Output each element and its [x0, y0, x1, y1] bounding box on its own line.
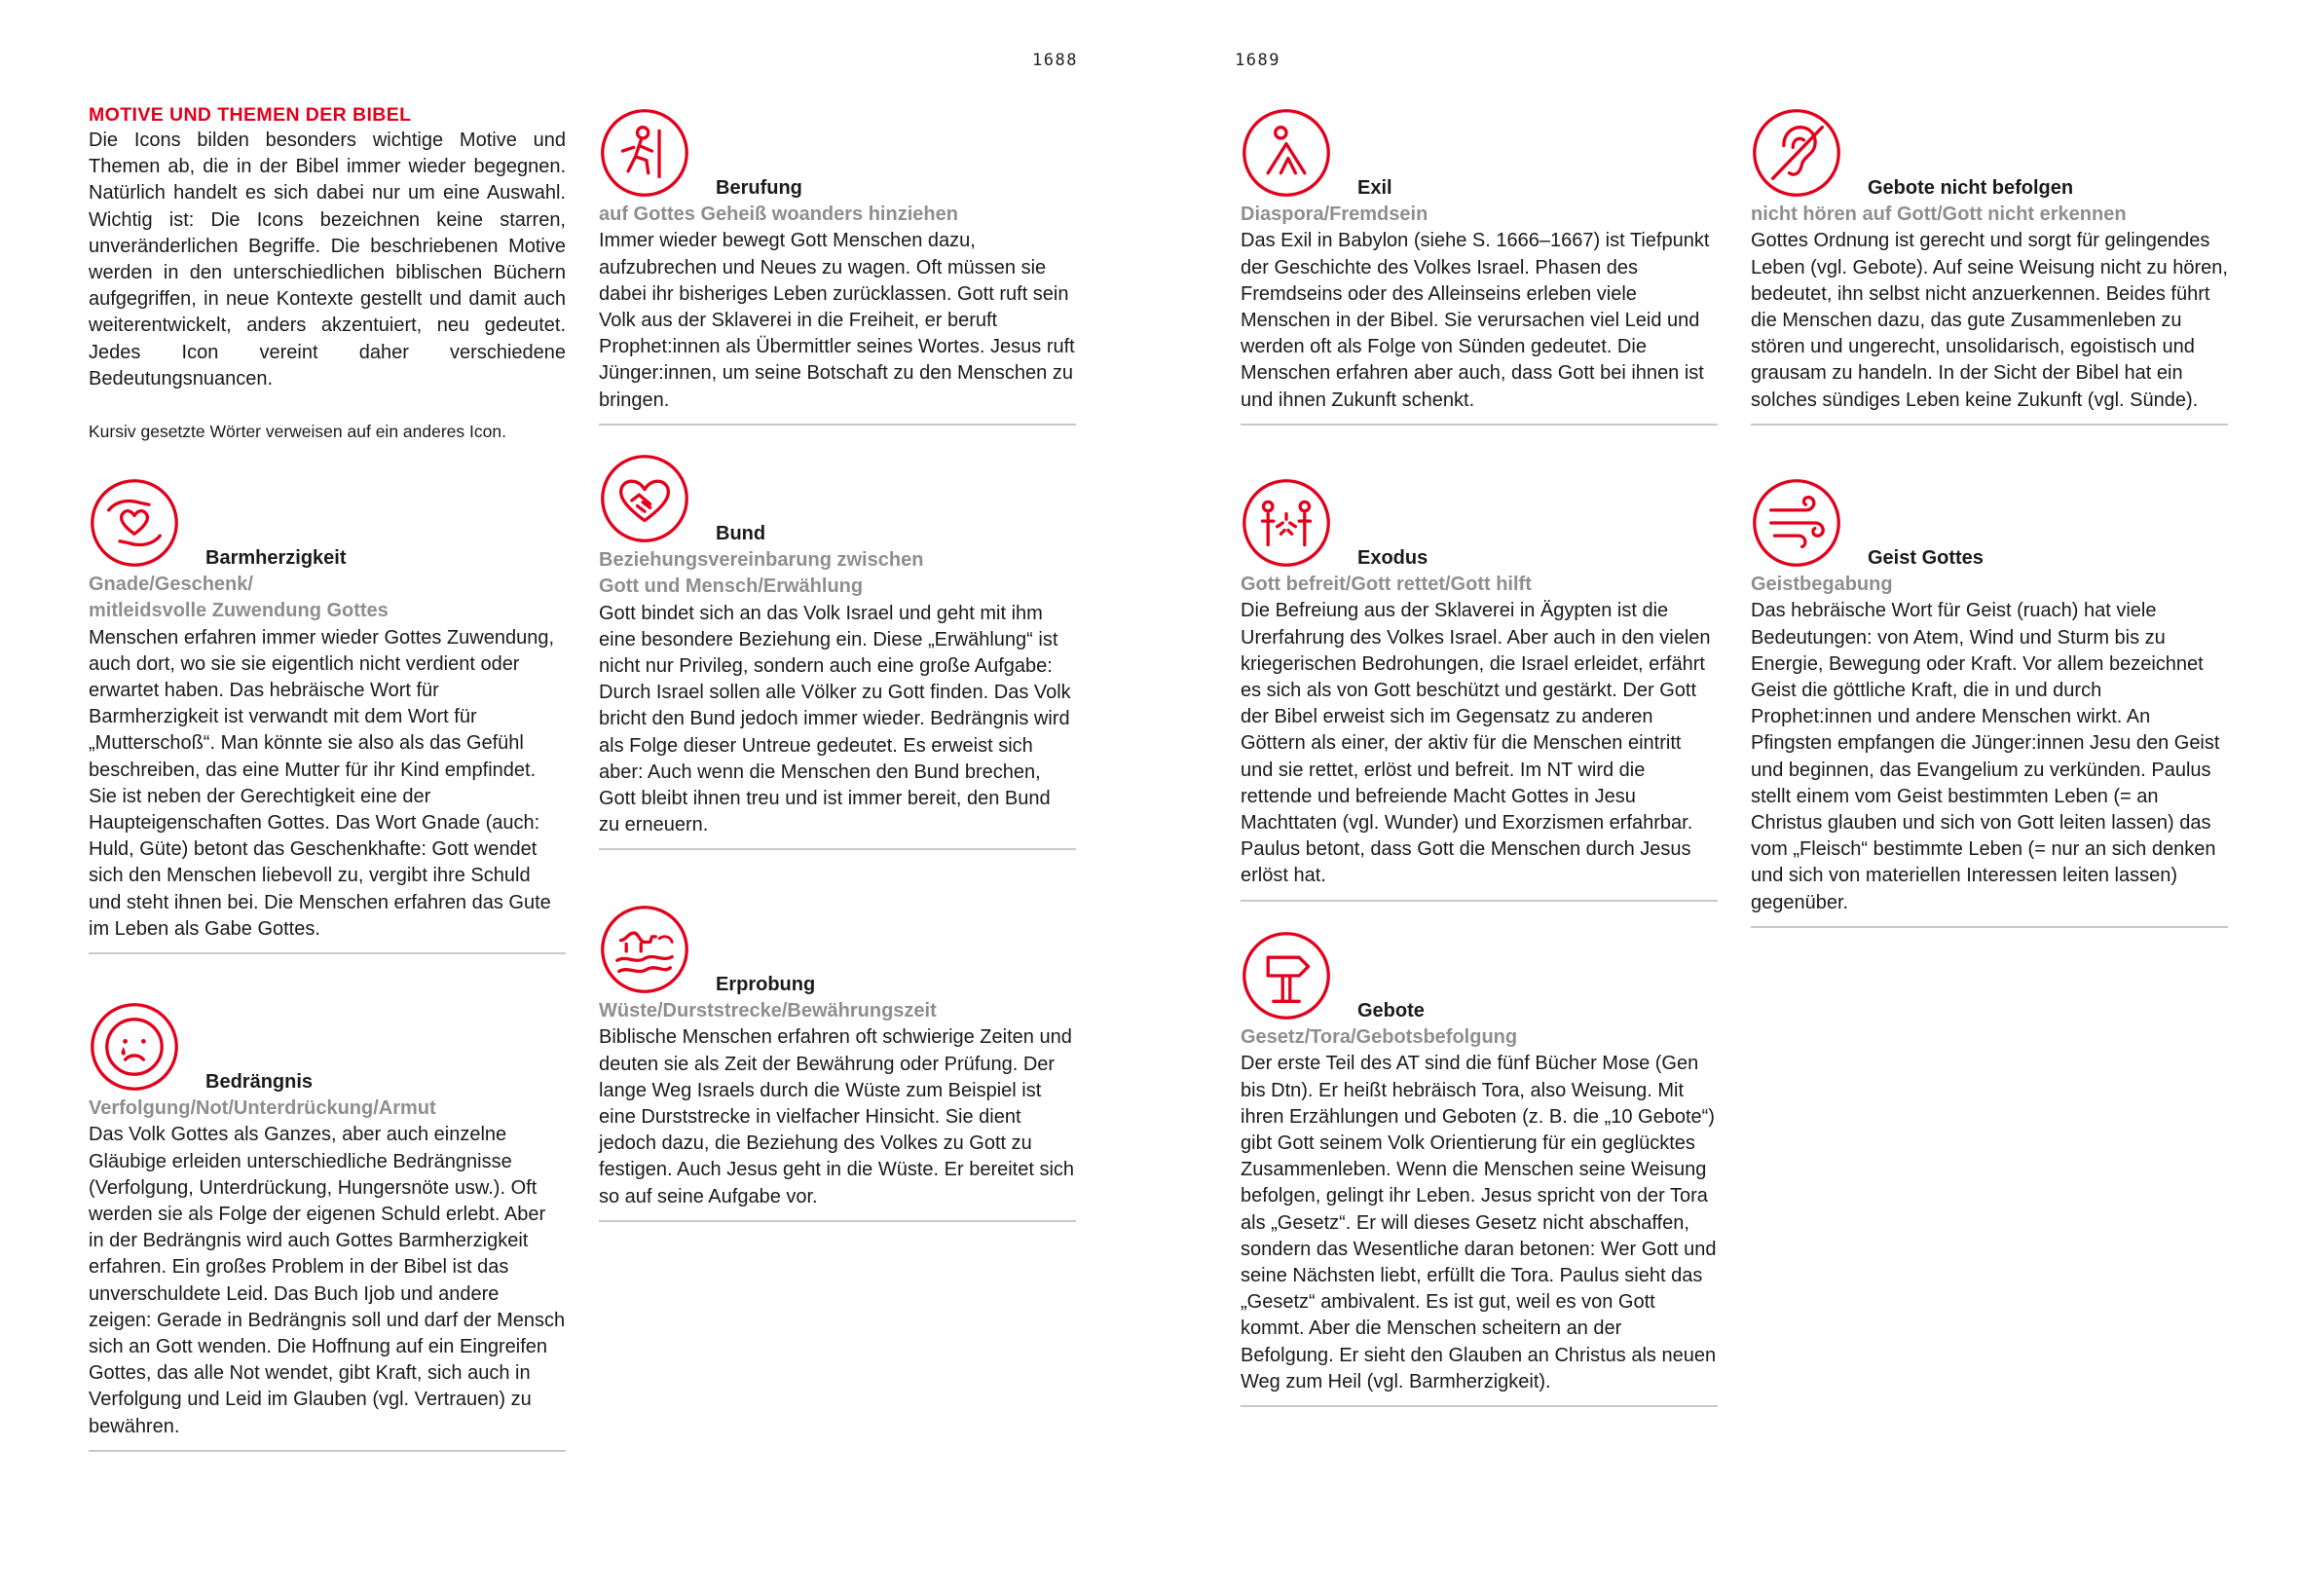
entry-title: Exil	[1357, 177, 1392, 199]
entry-subtitle: mitleidsvolle Zuwendung Gottes	[89, 600, 389, 622]
page-number-left: 1688	[1032, 51, 1078, 70]
entry-berufung	[599, 107, 1076, 426]
entry-gebote	[1241, 930, 1718, 1407]
entry-exodus	[1241, 477, 1718, 902]
entry-gebote-nicht-befolgen	[1751, 107, 2228, 426]
entry-exil	[1241, 107, 1718, 426]
entry-barmherzigkeit	[89, 477, 566, 954]
entry-subtitle: Geistbegabung	[1751, 574, 1893, 596]
entry-subtitle: Wüste/Durststrecke/Bewährungszeit	[599, 1000, 937, 1022]
entry-text: Das Exil in Babylon (siehe S. 1666–1667) ist Tiefpunkt der Geschichte des Volkes Israel. Phasen des Fremdseins oder des Alleinseins erleben viele Menschen in der Bibel. Sie verursachen viel Leid und werden oft als Folge von Sünden gedeutet. Die Menschen erfahren aber auch, dass Gott bei ihnen ist und ihnen Zukunft schenkt.	[1241, 230, 1710, 411]
intro-heading: MOTIVE UND THEMEN DER BIBEL	[89, 104, 412, 126]
entry-text: Biblische Menschen erfahren oft schwierige Zeiten und deuten sie als Zeit der Bewährung oder Prüfung. Der lange Weg Israels durch die Wüste zum Beispiel ist eine Durststrecke in vielfacher Hinsicht. Sie dient jedoch dazu, die Beziehung des Volkes zu Gott zu festigen. Auch Jesus geht in die Wüste. Er bereitet sich so auf seine Aufgabe vor.	[599, 1026, 1075, 1207]
entry-erprobung	[599, 904, 1076, 1222]
entry-title: Gebote	[1357, 1000, 1425, 1021]
entry-title: Erprobung	[716, 974, 816, 995]
entry-text: Die Befreiung aus der Sklaverei in Ägypten ist die Urerfahrung des Volkes Israel. Aber auch in den vielen kriegerischen Bedrohungen, die Israel erleidet, erfährt es sich als von Gott beschützt und gestärkt. Der Gott der Bibel erweist sich im Gegensatz zu anderen Göttern als einer, der aktiv für die Menschen eintritt und sie rettet, erlöst und befreit. Im NT wird die rettende und befreiende Macht Gottes in Jesu Machttaten (vgl. Wunder) und Exorzismen erfahrbar. Paulus betont, dass Gott die Menschen durch Jesus erlöst hat.	[1241, 600, 1711, 887]
entry-subtitle: nicht hören auf Gott/Gott nicht erkennen	[1751, 204, 2127, 226]
entry-text: Gottes Ordnung ist gerecht und sorgt für gelingendes Leben (vgl. Gebote). Auf seine Weisung nicht zu hören, bedeutet, ihn selbst nicht anzuerkennen. Beides führt die Menschen dazu, das gute Zusammenleben zu stören und ungerecht, unsolidarisch, egoistisch und grausam zu handeln. In der Sicht der Bibel hat ein solches sündiges Leben keine Zukunft (vgl. Sünde).	[1751, 230, 2228, 411]
entry-title: Bund	[716, 523, 766, 544]
entry-title: Exodus	[1357, 547, 1428, 569]
entry-title: Gebote nicht befolgen	[1868, 177, 2074, 199]
entry-text: Das Volk Gottes als Ganzes, aber auch einzelne Gläubige erleiden unterschiedliche Bedrängnisse (Verfolgung, Unterdrückung, Hungersnöte usw.). Oft werden sie als Folge der eigenen Schuld erlebt. Aber in der Bedrängnis wird auch Gottes Barmherzigkeit erfahren. Ein großes Problem in der Bibel ist das unverschuldete Leid. Das Buch Ijob und andere zeigen: Gerade in Bedrängnis soll und darf der Mensch sich an Gott wenden. Die Hoffnung auf ein Eingreifen Gottes, das alle Not wendet, gibt Kraft, sich auch in Verfolgung und Leid im Glauben (vgl. Vertrauen) zu bewähren.	[89, 1124, 566, 1437]
entry-subtitle: Gott und Mensch/Erwählung	[599, 575, 864, 598]
entry-subtitle: Gott befreit/Gott rettet/Gott hilft	[1241, 574, 1532, 596]
intro-text: Die Icons bilden besonders wichtige Motive und Themen ab, die in der Bibel immer wieder begegnen. Natürlich handelt es sich dabei nur um eine Auswahl. Wichtig ist: Die Icons bezeichnen keine starren, unveränderlichen Begriffe. Die beschriebenen Motive werden in den unterschiedlichen biblischen Büchern aufgegriffen, in neue Kontexte gestellt und damit auch weiterentwickelt, anders akzentuiert, neu gedeutet. Jedes Icon vereint daher verschiedene Bedeutungsnuancen.	[89, 130, 566, 390]
entry-geist-gottes	[1751, 477, 2228, 928]
entry-text: Immer wieder bewegt Gott Menschen dazu, aufzubrechen und Neues zu wagen. Oft müssen sie dabei ihr bisheriges Leben zurücklassen. Gott ruft sein Volk aus der Sklaverei in die Freiheit, er beruft Prophet:innen als Übermittler seines Wortes. Jesus ruft Jünger:innen, um seine Botschaft zu den Menschen zu bringen.	[599, 230, 1075, 411]
entry-subtitle: Gnade/Geschenk/	[89, 574, 253, 596]
entry-title: Barmherzigkeit	[205, 547, 347, 569]
entry-text: Menschen erfahren immer wieder Gottes Zuwendung, auch dort, wo sie sie eigentlich nicht verdient oder erwartet haben. Das hebräische Wort für Barmherzigkeit ist verwandt mit dem Wort für „Mutterschoß“. Man könnte sie also als das Gefühl beschreiben, das eine Mutter für ihr Kind empfindet. Sie ist neben der Gerechtigkeit eine der Haupteigenschaften Gottes. Das Wort Gnade (auch: Huld, Güte) betont das Geschenkhafte: Gott wendet sich den Menschen liebevoll zu, vergibt ihre Schuld und steht ihnen bei. Die Menschen erfahren das Gute im Leben als Gabe Gottes.	[89, 626, 555, 940]
entry-text: Der erste Teil des AT sind die fünf Bücher Mose (Gen bis Dtn). Er heißt hebräisch Tora, also Weisung. Mit ihren Erzählungen und Geboten (z. B. die „10 Gebote“) gibt Gott seinem Volk Orientierung für ein geglücktes Zusammenleben. Wenn die Menschen seine Weisung befolgen, gelingt ihr Leben. Jesus spricht von der Tora als „Gesetz“. Er will dieses Gesetz nicht abschaffen, sondern das Wesentliche daran betonen: Wer Gott und seine Nächsten liebt, erfüllt die Tora. Paulus sieht das „Gesetz“ ambivalent. Es ist gut, weil es von Gott kommt. Aber die Menschen scheitern an der Befolgung. Er sieht den Glauben an Christus als neuen Weg zum Heil (vgl. Barmherzigkeit).	[1241, 1053, 1717, 1392]
entry-title: Geist Gottes	[1868, 547, 1984, 569]
entry-bund	[599, 453, 1076, 850]
intro	[89, 102, 566, 444]
intro-note: Kursiv gesetzte Wörter verweisen auf ein anderes Icon.	[89, 422, 506, 442]
entry-title: Berufung	[716, 177, 802, 199]
entry-text: Das hebräische Wort für Geist (ruach) hat viele Bedeutungen: von Atem, Wind und Sturm bis zu Energie, Bewegung oder Kraft. Vor allem bezeichnet Geist die göttliche Kraft, die in und durch Prophet:innen und andere Menschen wirkt. An Pfingsten empfangen die Jünger:innen Jesu den Geist und beginnen, das Evangelium zu verkünden. Paulus stellt einem vom Geist bestimmten Leben (= an Christus glauben und sich von Gott leiten lassen) das vom „Fleisch“ bestimmte Leben (= nur an sich denken und sich von materiellen Interessen leiten lassen) gegenüber.	[1751, 600, 2220, 913]
entry-subtitle: auf Gottes Geheiß woanders hinziehen	[599, 204, 958, 226]
entry-subtitle: Beziehungsvereinbarung zwischen	[599, 549, 924, 572]
entry-subtitle: Diaspora/Fremdsein	[1241, 204, 1428, 226]
entry-bedraengnis	[89, 1001, 566, 1452]
entry-title: Bedrängnis	[205, 1071, 314, 1093]
entry-subtitle: Verfolgung/Not/Unterdrückung/Armut	[89, 1097, 436, 1120]
page-number-right: 1689	[1235, 51, 1280, 70]
entry-subtitle: Gesetz/Tora/Gebotsbefolgung	[1241, 1026, 1518, 1049]
entry-text: Gott bindet sich an das Volk Israel und geht mit ihm eine besondere Beziehung ein. Diese „Erwählung“ ist nicht nur Privileg, sondern auch eine große Aufgabe: Durch Israel sollen alle Völker zu Gott finden. Das Volk bricht den Bund jedoch immer wieder. Bedrängnis wird als Folge dieser Untreue gedeutet. Es erweist sich aber: Auch wenn die Menschen den Bund brechen, Gott bleibt ihnen treu und ist immer bereit, den Bund zu erneuern.	[599, 602, 1071, 836]
